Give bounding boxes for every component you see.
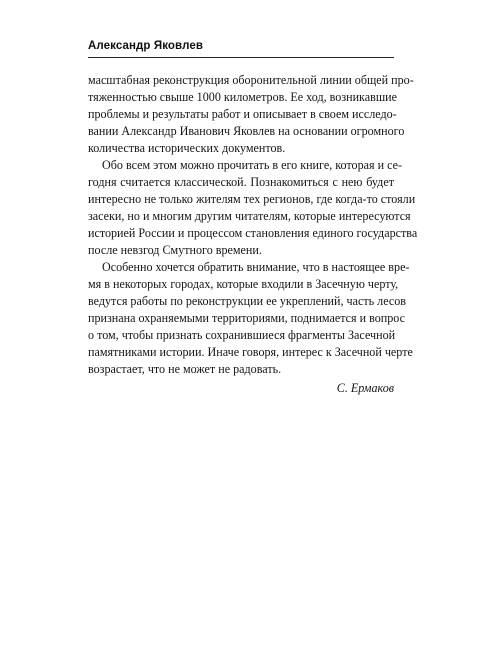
signature: С. Ермаков: [336, 381, 394, 395]
book-page: [88, 30, 418, 397]
text-line: годня считается классической. Познакомиться с нею будет: [88, 175, 394, 189]
text-line: историей России и процессом становления единого государства: [88, 226, 418, 240]
text-line: масштабная реконструкция оборонительной линии общей про-: [88, 73, 414, 87]
text-line: признана охраняемыми территориями, поднимается и вопрос: [88, 311, 406, 325]
text-line: интересно не только жителям тех регионов, где когда-то стояли: [88, 192, 416, 206]
body-text: [88, 72, 418, 378]
text-line: засеки, но и многим другим читателям, которые интересуются: [88, 209, 411, 223]
text-line: тяженностью свыше 1000 километров. Ее ход, возникавшие: [88, 90, 397, 104]
text-line: возрастает, что не может не радовать.: [88, 362, 282, 376]
header-rule: [88, 57, 394, 58]
text-line: ведутся работы по реконструкции ее укреплений, часть лесов: [88, 294, 407, 308]
text-line: о том, чтобы признать сохранившиеся фрагменты Засечной: [88, 328, 396, 342]
paragraph-2: [88, 157, 418, 259]
text-line: вании Александр Иванович Яковлев на основании огромного: [88, 124, 405, 138]
text-line: количества исторических документов.: [88, 141, 286, 155]
text-line: мя в некоторых городах, которые входили в Засечную черту,: [88, 277, 399, 291]
text-line: Обо всем этом можно прочитать в его книге, которая и се-: [102, 158, 402, 172]
text-line: Особенно хочется обратить внимание, что в настоящее вре-: [102, 260, 410, 274]
running-title: Александр Яковлев: [88, 40, 203, 52]
text-line: проблемы и результаты работ и описывает в своем исследо-: [88, 107, 397, 121]
paragraph-1: [88, 72, 414, 157]
text-line: памятниками истории. Иначе говоря, интерес к Засечной черте: [88, 345, 413, 359]
paragraph-3: [88, 259, 413, 378]
text-line: после невзгод Смутного времени.: [88, 243, 262, 257]
